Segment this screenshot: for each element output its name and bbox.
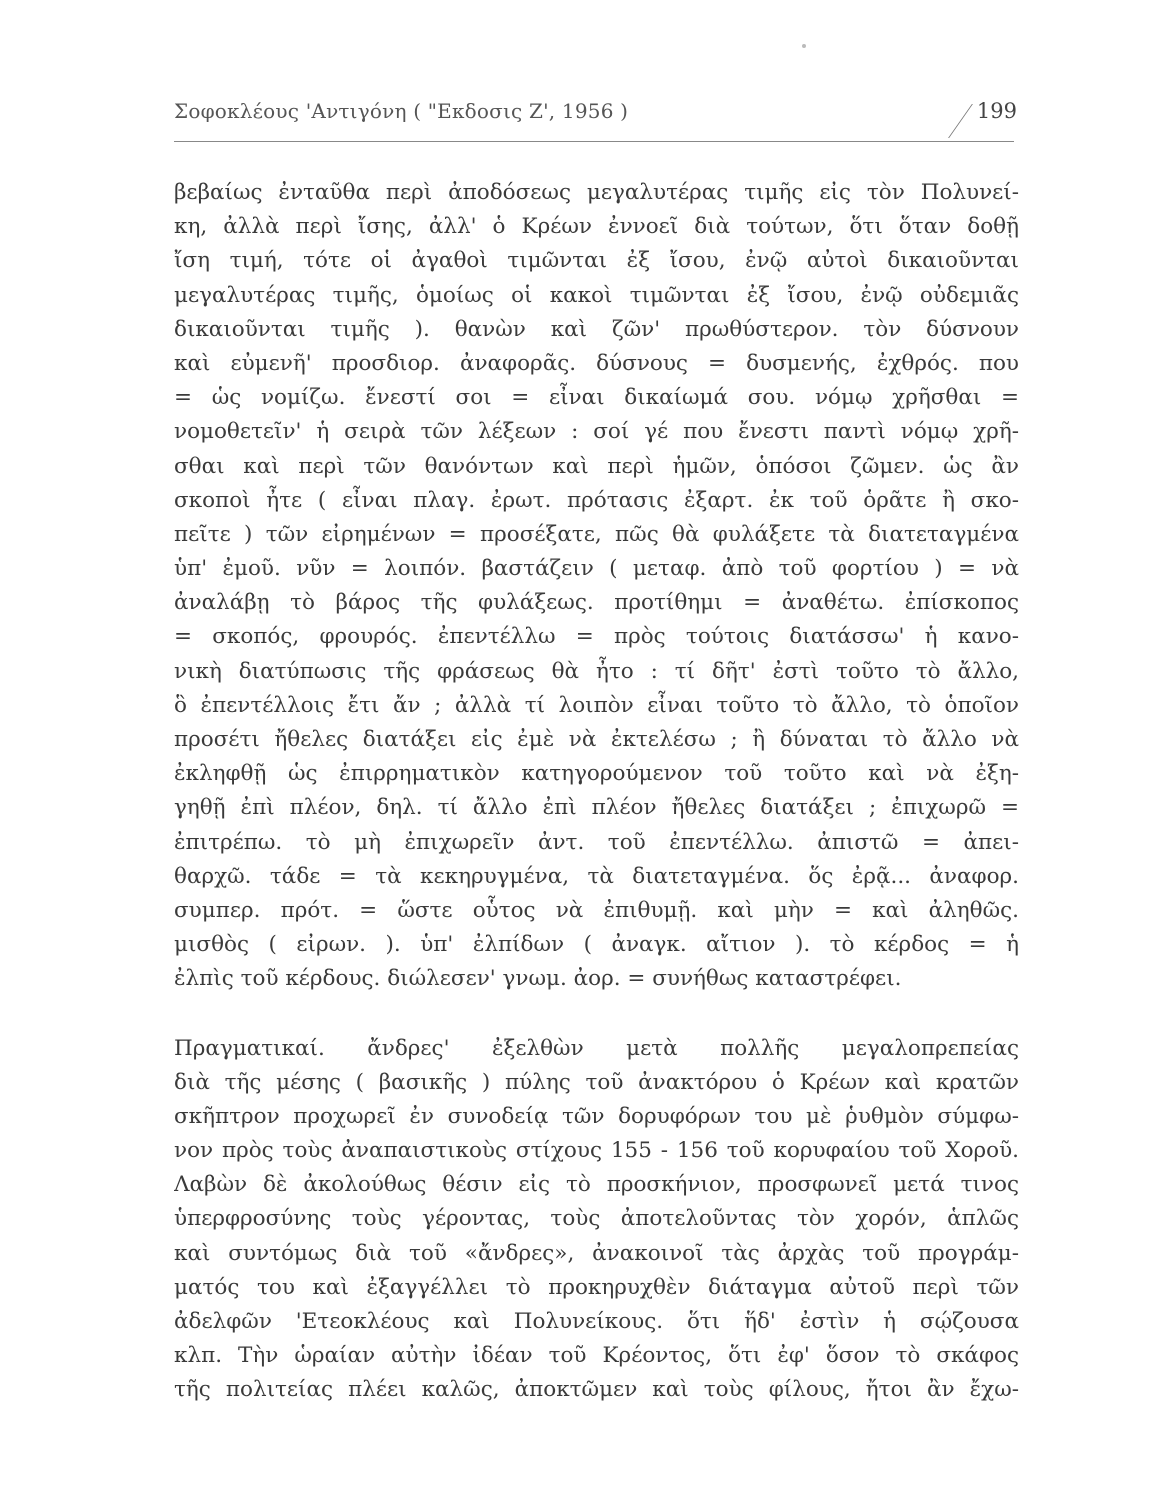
pragmatika-paragraph xyxy=(174,1032,1019,1408)
text-line: = σκοπός, φρουρός. ἐπεντέλλω = πρὸς τούτοις διατάσσω' ἡ κανο- xyxy=(174,624,1019,650)
text-line: ἐκληφθῇ ὡς ἐπιρρηματικὸν κατηγορούμενον τοῦ τοῦτο καὶ νὰ ἐξη- xyxy=(174,761,1019,787)
text-line: καὶ εὐμενῆ' προσδιορ. ἀναφορᾶς. δύσνους = δυσμενής, ἐχθρός. που xyxy=(174,350,1019,376)
text-line: γηθῇ ἐπὶ πλέον, δηλ. τί ἄλλο ἐπὶ πλέον ἤθελες διατάξει ; ἐπιχωρῶ = xyxy=(174,795,1019,821)
text-line: νομοθετεῖν' ἡ σειρὰ τῶν λέξεων : σοί γέ που ἔνεστι παντὶ νόμῳ χρῆ- xyxy=(174,419,1019,445)
text-line: ματός του καὶ ἐξαγγέλλει τὸ προκηρυχθὲν διάταγμα αὐτοῦ περὶ τῶν xyxy=(174,1274,1019,1300)
text-line: ὑπ' ἐμοῦ. νῦν = λοιπόν. βαστάζειν ( μεταφ. ἀπὸ τοῦ φορτίου ) = νὰ xyxy=(174,556,1019,582)
running-title: Σοφοκλέους 'Αντιγόνη ( "Εκδοσις Ζ', 1956 ) xyxy=(174,99,629,123)
text-line: σκοποὶ ἦτε ( εἶναι πλαγ. ἐρωτ. πρότασις ἐξαρτ. ἐκ τοῦ ὁρᾶτε ἢ σκο- xyxy=(174,487,1019,513)
text-line: νον πρὸς τοὺς ἀναπαιστικοὺς στίχους 155 - 156 τοῦ κορυφαίου τοῦ Χοροῦ. xyxy=(174,1138,1019,1164)
text-line: Λαβὼν δὲ ἀκολούθως θέσιν εἰς τὸ προσκήνιον, προσφωνεῖ μετά τινος xyxy=(174,1172,1019,1198)
text-line: σθαι καὶ περὶ τῶν θανόντων καὶ περὶ ἡμῶν, ὁπόσοι ζῶμεν. ὡς ἂν xyxy=(174,453,1019,479)
text-line: πεῖτε ) τῶν εἰρημένων = προσέξατε, πῶς θὰ φυλάξετε τὰ διατεταγμένα xyxy=(174,521,1019,547)
text-line: καὶ συντόμως διὰ τοῦ «ἄνδρες», ἀνακοινοῖ τὰς ἀρχὰς τοῦ προγράμ- xyxy=(174,1240,1019,1266)
text-line: μισθὸς ( εἰρων. ). ὑπ' ἐλπίδων ( ἀναγκ. αἴτιον ). τὸ κέρδος = ἡ xyxy=(174,932,1019,958)
text-line: κλπ. Τὴν ὡραίαν αὐτὴν ἰδέαν τοῦ Κρέοντος, ὅτι ἐφ' ὅσον τὸ σκάφος xyxy=(174,1343,1019,1369)
text-line: σκῆπτρον προχωρεῖ ἐν συνοδείᾳ τῶν δορυφόρων του μὲ ῥυθμὸν σύμφω- xyxy=(174,1103,1019,1129)
text-line: συμπερ. πρότ. = ὥστε οὗτος νὰ ἐπιθυμῇ. καὶ μὴν = καὶ ἀληθῶς. xyxy=(174,897,1019,923)
text-line: ἐλπὶς τοῦ κέρδους. διώλεσεν' γνωμ. ἀορ. = συνήθως καταστρέφει. xyxy=(174,966,902,992)
running-header xyxy=(174,99,1017,139)
text-line: ὑπερφροσύνης τοὺς γέροντας, τοὺς ἀποτελοῦντας τὸν χορόν, ἁπλῶς xyxy=(174,1206,1019,1232)
text-line: κη, ἀλλὰ περὶ ἴσης, ἀλλ' ὁ Κρέων ἐννοεῖ διὰ τούτων, ὅτι ὅταν δοθῇ xyxy=(174,214,1019,240)
header-rule xyxy=(174,141,1014,142)
page-body xyxy=(174,176,1019,1408)
text-line: ἴση τιμή, τότε οἱ ἀγαθοὶ τιμῶνται ἐξ ἴσου, ἐνῷ αὐτοὶ δικαιοῦνται xyxy=(174,248,1019,274)
commentary-paragraph xyxy=(174,176,1019,997)
page-number: 199 xyxy=(976,99,1017,123)
text-line: μεγαλυτέρας τιμῆς, ὁμοίως οἱ κακοὶ τιμῶνται ἐξ ἴσου, ἐνῷ οὐδεμιᾶς xyxy=(174,282,1019,308)
text-line: νικὴ διατύπωσις τῆς φράσεως θὰ ἦτο : τί δῆτ' ἐστὶ τοῦτο τὸ ἄλλο, xyxy=(174,658,1019,684)
text-line: ὃ ἐπεντέλλοις ἔτι ἄν ; ἀλλὰ τί λοιπὸν εἶναι τοῦτο τὸ ἄλλο, τὸ ὁποῖον xyxy=(174,692,1019,718)
text-line: ἀναλάβῃ τὸ βάρος τῆς φυλάξεως. προτίθημι = ἀναθέτω. ἐπίσκοπος xyxy=(174,590,1019,616)
text-line: θαρχῶ. τάδε = τὰ κεκηρυγμένα, τὰ διατεταγμένα. ὅς ἐρᾷ... ἀναφορ. xyxy=(174,863,1019,889)
text-line: βεβαίως ἐνταῦθα περὶ ἀποδόσεως μεγαλυτέρας τιμῆς εἰς τὸν Πολυνεί- xyxy=(174,180,1019,205)
text-line: τῆς πολιτείας πλέει καλῶς, ἀποκτῶμεν καὶ τοὺς φίλους, ἤτοι ἂν ἔχω- xyxy=(174,1377,1019,1403)
text-line: διὰ τῆς μέσης ( βασικῆς ) πύλης τοῦ ἀνακτόρου ὁ Κρέων καὶ κρατῶν xyxy=(174,1069,1019,1095)
text-line: ἀδελφῶν 'Ετεοκλέους καὶ Πολυνείκους. ὅτι ἥδ' ἐστὶν ἡ σῴζουσα xyxy=(174,1309,1019,1334)
text-line: Πραγματικαί. ἄνδρες' ἐξελθὼν μετὰ πολλῆς μεγαλοπρεπείας xyxy=(174,1035,1019,1061)
paper-speck xyxy=(802,44,806,48)
text-line: = ὡς νομίζω. ἔνεστί σοι = εἶναι δικαίωμά σου. νόμῳ χρῆσθαι = xyxy=(174,385,1019,411)
text-line: ἐπιτρέπω. τὸ μὴ ἐπιχωρεῖν ἀντ. τοῦ ἐπεντέλλω. ἀπιστῶ = ἀπει- xyxy=(174,829,1019,855)
text-line: δικαιοῦνται τιμῆς ). θανὼν καὶ ζῶν' πρωθύστερον. τὸν δύσνουν xyxy=(174,316,1019,342)
text-line: προσέτι ἤθελες διατάξει εἰς ἐμὲ νὰ ἐκτελέσω ; ἢ δύναται τὸ ἄλλο νὰ xyxy=(174,727,1019,752)
